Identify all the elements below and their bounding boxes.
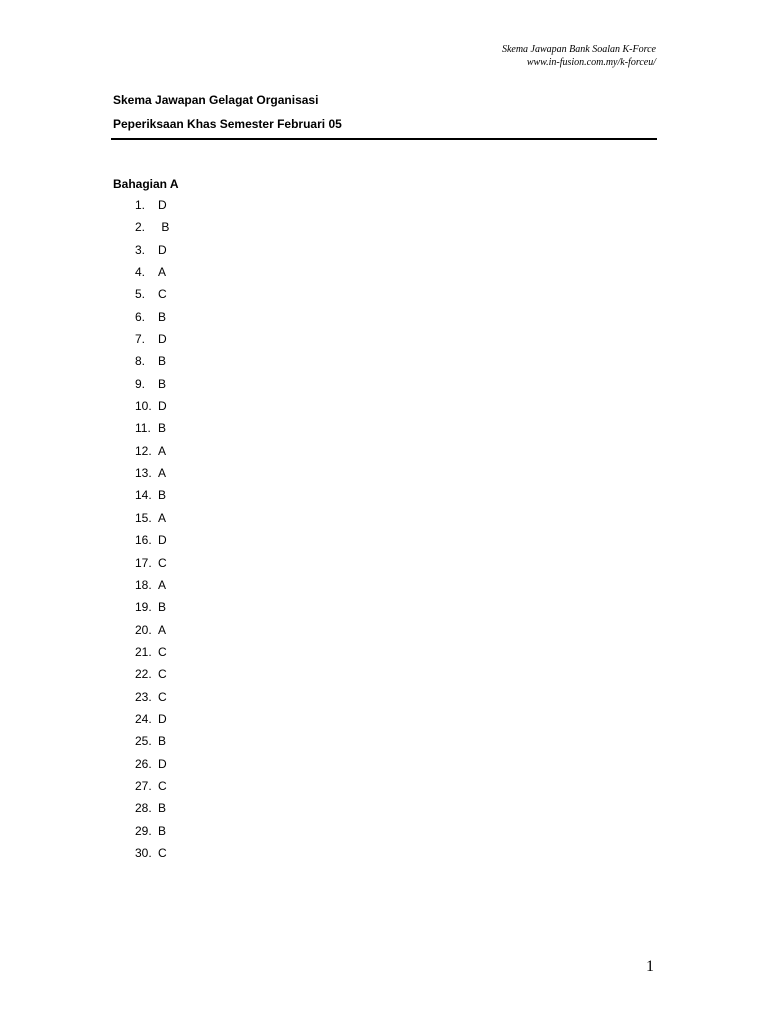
answer-item [135,755,169,777]
answer-number: 29. [135,823,152,838]
answer-letter: A [158,466,167,481]
answer-number: 23. [135,689,152,704]
answer-number: 4. [135,265,146,280]
page-number: 1 [646,958,654,975]
answer-item [135,196,169,218]
answer-number: 14. [135,488,152,503]
answer-item [135,352,169,374]
page-header [502,44,656,69]
answer-letter: D [158,756,167,771]
answer-letter: A [158,622,167,637]
answer-item [135,554,169,576]
title-divider [111,138,657,140]
answer-item [135,531,169,553]
answer-letter: B [158,220,170,235]
answer-item [135,486,169,508]
answer-letter: C [158,644,167,659]
answer-item [135,732,169,754]
answer-number: 9. [135,376,146,391]
answer-item [135,822,169,844]
header-title: Skema Jawapan Bank Soalan K-Force [501,44,656,55]
answer-number: 18. [135,577,152,592]
answer-letter: B [158,309,167,324]
answer-item [135,509,169,531]
header-url: www.in-fusion.com.my/k-forceu/ [526,56,656,68]
answer-letter: A [158,265,167,280]
answer-item [135,576,169,598]
answer-number: 3. [135,242,146,257]
answer-item [135,241,169,263]
answer-letter: D [158,332,167,347]
answer-letter: C [158,778,167,793]
answer-item [135,308,169,330]
answer-number: 17. [135,555,152,570]
answer-letter: C [158,667,167,682]
answer-item [135,710,169,732]
answer-item [135,419,169,441]
answer-letter: B [158,823,167,838]
answer-number: 22. [135,667,152,682]
answer-item [135,285,169,307]
answer-number: 21. [135,644,152,659]
answer-number: 10. [135,399,152,414]
answer-letter: C [158,845,167,860]
answer-letter: B [158,734,167,749]
answer-number: 5. [135,287,146,302]
answer-letter: C [158,287,167,302]
answer-letter: C [158,555,167,570]
answer-item [135,598,169,620]
answer-item [135,665,169,687]
answer-letter: B [158,354,167,369]
document-title: Skema Jawapan Gelagat Organisasi [113,93,319,107]
answer-item [135,799,169,821]
answer-letter: D [158,242,167,257]
answer-letter: A [158,443,167,458]
answer-letter: B [158,801,167,816]
answer-item [135,330,169,352]
answer-item [135,464,169,486]
answer-number: 13. [135,466,152,481]
answer-letter: D [158,198,167,212]
answer-number: 1. [135,198,146,212]
answer-number: 30. [135,845,152,860]
answer-item [135,688,169,710]
answer-letter: B [158,488,167,503]
answer-item [135,263,169,285]
answer-letter: D [158,399,167,414]
answer-item [135,621,169,643]
answer-letter: D [158,533,167,548]
answer-number: 27. [135,778,152,793]
answer-item [135,442,169,464]
answer-number: 6. [135,309,146,324]
answer-item [135,397,169,419]
answer-letter: B [158,600,167,615]
answer-letter: D [158,711,167,726]
answer-letter: B [158,376,167,391]
answer-number: 11. [135,421,151,436]
answer-number: 26. [135,756,152,771]
answer-number: 24. [135,711,152,726]
answer-list [135,196,169,866]
answer-number: 28. [135,801,152,816]
answer-letter: A [158,510,167,525]
answer-number: 2. [135,220,146,235]
answer-item [135,777,169,799]
answer-item [135,218,169,240]
answer-item [135,844,169,866]
answer-number: 12. [135,443,152,458]
answer-letter: B [158,421,167,436]
answer-item [135,375,169,397]
answer-number: 19. [135,600,152,615]
answer-item [135,643,169,665]
answer-number: 25. [135,734,152,749]
answer-number: 15. [135,510,152,525]
answer-number: 7. [135,332,146,347]
answer-number: 8. [135,354,146,369]
answer-letter: A [158,577,167,592]
answer-number: 16. [135,533,152,548]
document-subtitle: Peperiksaan Khas Semester Februari 05 [113,117,342,131]
answer-letter: C [158,689,167,704]
section-heading: Bahagian A [113,177,179,191]
answer-number: 20. [135,622,152,637]
